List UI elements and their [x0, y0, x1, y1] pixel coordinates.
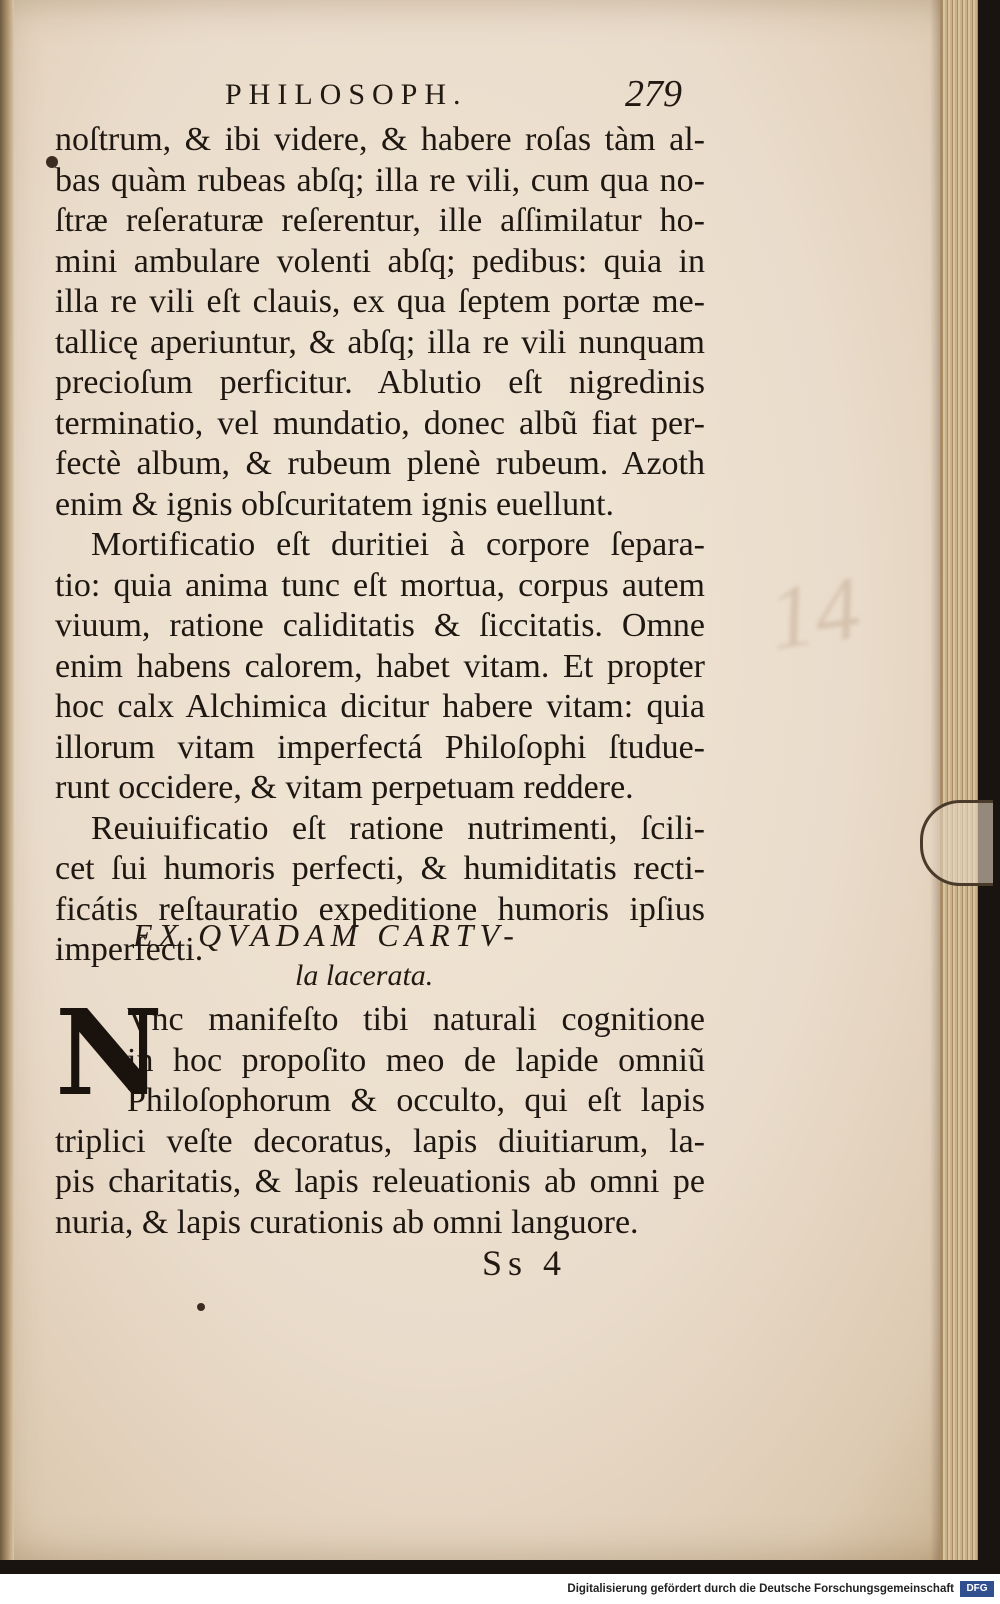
page-gutter	[0, 0, 14, 1560]
text-line: tio: quia anima tunc eſt mortua, corpus autem	[55, 566, 705, 604]
ink-spot	[197, 1303, 205, 1311]
text-line: ſtræ reſeraturæ reſerentur, ille aſſimilatur ho-	[55, 202, 705, 239]
text-line: illorum vitam imperfectá Philoſophi ſtudue-	[55, 728, 705, 766]
text-line: noſtrum, & ibi videre, & habere roſas tàm al-	[55, 121, 705, 158]
text-line: imperfecti.	[55, 931, 204, 968]
page-header	[225, 73, 705, 118]
text-line: Philoſophorum & occulto, qui eſt lapis	[127, 1082, 705, 1119]
text-line: Mortificatio eſt duritiei à corpore ſepara-	[91, 526, 705, 563]
text-line: bas quàm rubeas abſq; illa re vili, cum qua no-	[55, 161, 705, 199]
text-line: tallicę aperiuntur, & abſq; illa re vili nunquam	[55, 323, 705, 361]
text-line: precioſum perficitur. Ablutio eſt nigredinis	[55, 364, 705, 401]
text-line: Reuiuificatio eſt ratione nutrimenti, ſcili-	[91, 809, 705, 847]
text-line: enim habens calorem, habet vitam. Et propter	[55, 647, 705, 685]
text-line: ficátis reſtauratio expeditione humoris ipſius	[55, 890, 705, 928]
text-line: mini ambulare volenti abſq; pedibus: quia in	[55, 242, 705, 280]
text-line: terminatio, vel mundatio, donec albũ fiat per-	[55, 404, 705, 442]
dfg-logo: DFG	[960, 1581, 994, 1597]
text-line: illa re vili eſt clauis, ex qua ſeptem portæ me-	[55, 283, 705, 320]
text-line: in hoc propoſito meo de lapide omniũ	[127, 1041, 705, 1079]
text-line: pis charitatis, & lapis releuationis ab omni pe	[55, 1163, 705, 1200]
text-line: Vnc manifeſto tibi naturali cognitione	[127, 1001, 705, 1038]
text-line: runt occidere, & vitam perpetuam reddere.	[55, 769, 634, 806]
page-clip	[920, 800, 993, 886]
heading-line: la lacerata.	[295, 959, 434, 992]
text-line: hoc calx Alchimica dicitur habere vitam: quia	[55, 688, 705, 725]
text-line: fectè album, & rubeum plenè rubeum. Azoth	[55, 445, 705, 482]
heading-line: EX QVADAM CARTV-	[133, 917, 520, 953]
ink-bleed-through: 14	[763, 558, 867, 669]
running-head: PHILOSOPH.	[225, 78, 468, 111]
text-line: cet ſui humoris perfecti, & humiditatis recti-	[55, 850, 705, 887]
page-number: 279	[625, 73, 682, 115]
fore-edge-shadow	[930, 0, 942, 1560]
page-fore-edge	[940, 0, 978, 1560]
drop-cap-initial: N	[55, 983, 163, 1122]
text-line: nuria, & lapis curationis ab omni languore.	[55, 1203, 639, 1241]
section-body	[55, 983, 705, 1243]
text-line: viuum, ratione caliditatis & ſiccitatis. Omne	[55, 607, 705, 644]
signature-mark: Ss 4	[482, 1243, 568, 1283]
text-line: triplici veſte decoratus, lapis diuitiarum, la-	[55, 1122, 705, 1160]
funding-credit: Digitalisierung gefördert durch die Deutsche Forschungsgemeinschaft	[567, 1583, 954, 1595]
text-line: enim & ignis obſcuritatem ignis euellunt.	[55, 485, 615, 523]
body-text	[55, 120, 705, 971]
